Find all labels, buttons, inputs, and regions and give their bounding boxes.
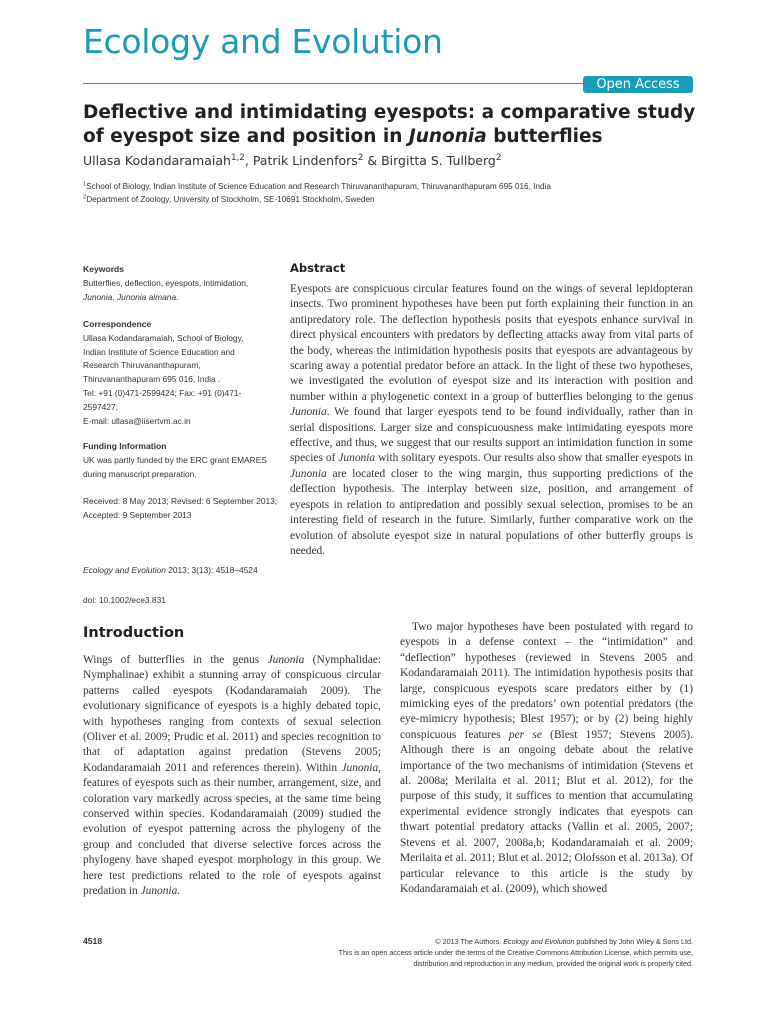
affiliation-text: Department of Zoology, University of Stockholm, SE-10691 Stockholm, Sweden (86, 194, 375, 204)
affiliation-line (83, 181, 551, 194)
author-separator: & (363, 153, 382, 168)
correspondence-line: Indian Institute of Science Education and (83, 346, 235, 357)
intro-paragraph-2 (400, 620, 693, 897)
abstract-heading: Abstract (290, 261, 346, 275)
correspondence-line: Tel: +91 (0)471-2599424; Fax: +91 (0)471- (83, 387, 242, 398)
copyright-footer (250, 936, 693, 969)
intro-seg: (Nymphalidae: Nymphalinae) exhibit a stunning array of conspicuous circular patterns called eyespots (Kodandaramaiah 2009). The evolutionary significance of eyespots is a highly debated topic, with hypotheses ranging from contexts of sexual selection (Oliver et al. 2009; Prudic et al. 2011) and species recognition to that of adaptation against predation (Stevens 2005; Kodandaramaiah 2011 and references therein). Within (83, 654, 381, 774)
title-part2: butterflies (486, 126, 603, 147)
abstract-seg: . We found that larger eyespots tend to be found individually, rather than in serial dispositions. Larger size and conspicuousness make intimidating eyespots more effective, and thus, we suggest that our results support an intimidation function in some species of (290, 406, 693, 465)
intro-italic: Junonia (140, 885, 178, 898)
correspondence-block (83, 318, 283, 428)
author-separator: , (244, 153, 253, 168)
citation-journal: Ecology and Evolution (83, 565, 166, 575)
abstract-seg: with solitary eyespots. Our results also show that smaller eyespots in (375, 452, 694, 465)
keywords-italic: Junonia, Junonia almana. (83, 291, 179, 302)
abstract-seg: are located closer to the wing margin, thus supporting predictions of the deflection hypothesis. The interplay between size, position, and arrangement of eyespots in relation to antipredation and possibly sexual selection, promises to be an interesting field of research in the future. Similarly, further comparative work on the evolution of absolute eyespot size in natural populations of other butterfly groups is needed. (290, 467, 693, 557)
author-name: Birgitta S. Tullberg (381, 153, 496, 168)
abstract-italic: Junonia (338, 452, 376, 465)
intro-seg: Wings of butterflies in the genus (83, 654, 268, 666)
footer-seg: published by John Wiley & Sons Ltd. (574, 937, 693, 946)
footer-line: distribution and reproduction in any medium, provided the original work is properly cited. (413, 959, 693, 968)
article-title (83, 101, 703, 149)
affiliations (83, 181, 551, 206)
author-affil-sup: 2 (357, 152, 364, 163)
page-number: 4518 (83, 936, 103, 946)
funding-block (83, 440, 283, 481)
abstract-text (290, 282, 693, 559)
keywords-block (83, 263, 283, 304)
intro-seg: Two major hypotheses have been postulated with regard to eyespots in a defense context – the “intimidation” and “deflection” hypotheses (reviewed in Stevens 2005 and Kodandaramaiah 2011). The intimidation hypothesis posits that large, conspicuous eyespots scare predators either by (1) mimicking eyes of the predators’ own potential predators (the eye-mimicry hypothesis; Blest 1957); or by (2) being highly conspicuous features (400, 621, 693, 741)
author-name: Ullasa Kodandaramaiah (83, 153, 231, 168)
correspondence-line: Thiruvananthapuram 695 016, India . (83, 374, 221, 385)
title-italic: Junonia (408, 126, 487, 147)
correspondence-line: 2597427; (83, 401, 118, 412)
correspondence-email[interactable]: E-mail: ullasa@iisertvm.ac.in (83, 415, 191, 426)
intro-paragraph-1 (83, 653, 381, 900)
intro-seg: . (177, 885, 181, 898)
citation-volume: 2013; 3(13): 4518–4524 (165, 565, 258, 575)
introduction-heading: Introduction (83, 625, 185, 641)
funding-heading: Funding Information (83, 441, 167, 451)
author-affil-sup: 2 (495, 152, 502, 163)
doi-link[interactable]: doi: 10.1002/ece3.831 (83, 595, 166, 605)
abstract-italic: Junonia (290, 467, 327, 480)
journal-title: Ecology and Evolution (83, 22, 443, 61)
footer-line: This is an open access article under the terms of the Creative Commons Attribution License, which permits use, (338, 948, 693, 957)
footer-journal: Ecology and Evolution (503, 937, 575, 946)
footer-line (250, 936, 693, 947)
keywords-plain: Butterflies, deflection, eyespots, intimidation, (83, 277, 249, 288)
dates-block (83, 495, 283, 523)
keywords-heading: Keywords (83, 264, 125, 274)
author-list (83, 153, 501, 168)
affiliation-text: School of Biology, Indian Institute of Science Education and Research Thiruvananthapuram, Thiruvananthapuram 695 016, India (86, 182, 551, 191)
abstract-seg: Eyespots are conspicuous circular features found on the wings of several lepidopteran insects. Two prominent hypotheses have been put forth explaining their function in an antipredatory role. The deflection hypothesis posits that eyespots enhance survival in direct physical encounters with predators by deflecting attacks away from vital parts of the body, whereas the intimidation hypothesis posits that eyespots are advantageous by scaring away a potential predator before an attack. In the light of these two hypotheses, we investigated the evolution of eyespot size and its interaction with position and number within a phylogenetic context in a group of butterflies belonging to the genus (290, 283, 693, 403)
abstract-italic: Junonia (290, 406, 327, 419)
correspondence-heading: Correspondence (83, 319, 152, 329)
correspondence-line: Research Thiruvananthapuram, (83, 360, 201, 371)
intro-seg: (Blest 1957; Stevens 2005). Although there is an ongoing debate about the relative importance of the two mechanisms of intimidation (Stevens et al. 2008a; Merilaita et al. 2011; Blut et al. 2012), for the purpose of this study, it suffices to mention that accumulating experimental evidence strongly indicates that eyespots can thwart potential predatory attacks (Vallin et al. 2005, 2007; Stevens et al. 2007, 2008a,b; Kodandaramaiah et al. 2009; Merilaita et al. 2011; Blut et al. 2012; Olofsson et al. 2013a). Of particular relevance to this article is the study by Kodandaramaiah et al. (2009), which showed (400, 728, 693, 895)
open-access-badge: Open Access (583, 76, 693, 93)
citation-block (83, 564, 283, 578)
footer-seg: © 2013 The Authors. (435, 937, 504, 946)
affiliation-num: 1 (83, 181, 87, 188)
citation-text (83, 564, 283, 578)
author-affil-sup: 1,2 (230, 152, 245, 163)
correspondence-line: Ullasa Kodandaramaiah, School of Biology, (83, 332, 244, 343)
funding-text: UK was partly funded by the ERC grant EMARES during manuscript preparation. (83, 454, 267, 479)
dates-text: Received: 8 May 2013; Revised: 6 September 2013; Accepted: 9 September 2013 (83, 496, 278, 520)
keywords-text (83, 277, 283, 305)
intro-seg: , features of eyespots such as their number, arrangement, size, and coloration vary markedly across species, at the same time being conserved within species. Kodandaramaiah (2009) studied the evolution of eyespot patterning across the phylogeny of the group and concluded that diverse selective forces across the phylogeny have shaped eyespot morphology in this group. We here test predictions related to the role of eyespots against predation in (83, 761, 381, 898)
affiliation-num: 2 (83, 193, 87, 200)
intro-italic: per se (508, 728, 542, 741)
affiliation-line (83, 194, 551, 207)
title-part1: Deflective and intimidating eyespots: a comparative study of eyespot size and position in (83, 102, 696, 147)
intro-italic: Junonia (267, 654, 305, 666)
header-rule (83, 83, 585, 84)
author-name: Patrik Lindenfors (252, 153, 358, 168)
intro-italic: Junonia (341, 761, 379, 774)
